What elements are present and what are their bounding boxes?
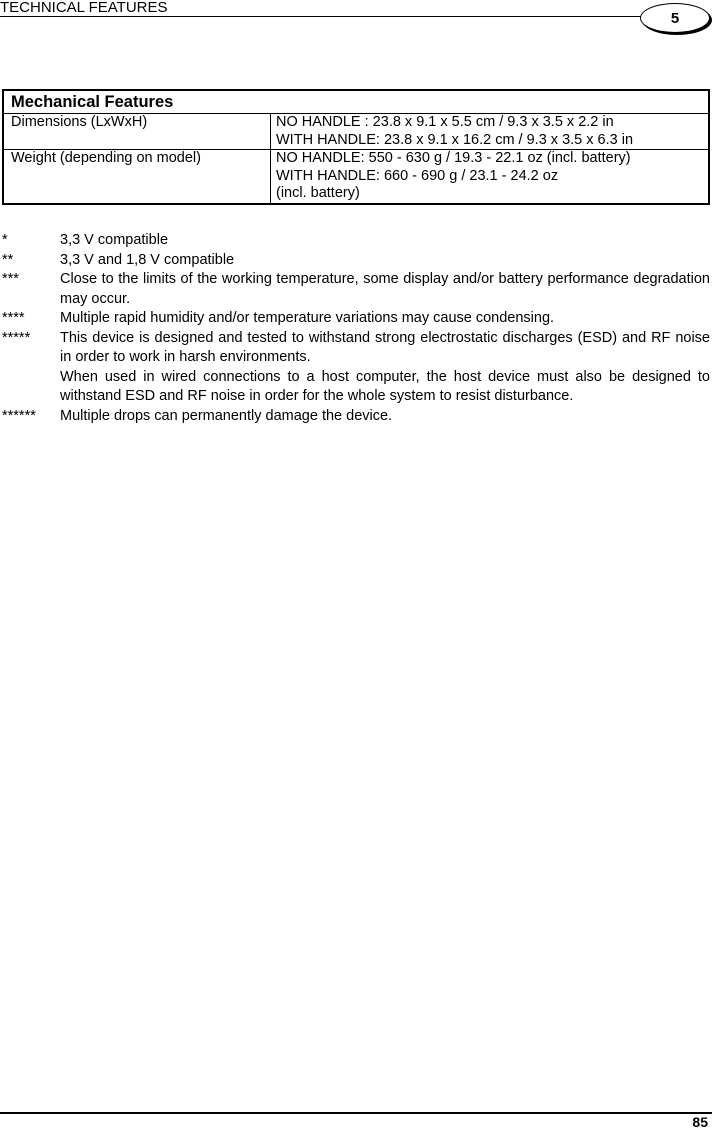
footnote-marker: ****** [2, 407, 36, 424]
value-line: (incl. battery) [276, 185, 360, 201]
header-rule [0, 16, 660, 17]
footnote [2, 270, 710, 309]
row-label: Weight (depending on model) [3, 150, 271, 204]
value-line: WITH HANDLE: 660 - 690 g / 23.1 - 24.2 oz [276, 167, 559, 184]
footnote [2, 251, 710, 271]
footnote-marker: ** [2, 251, 14, 268]
footnote [2, 407, 710, 427]
value-line: WITH HANDLE: 23.8 x 9.1 x 16.2 cm / 9.3 x 3.5 x 6.3 in [276, 131, 634, 148]
row-value [271, 150, 710, 204]
footnote-paragraph: Multiple drops can permanently damage the device. [60, 407, 393, 424]
mechanical-features-table [2, 89, 710, 205]
footnote-paragraph: When used in wired connections to a host computer, the host device must also be designed to withstand ESD and RF noise in order for the whole system to resist disturbance. [60, 368, 710, 404]
footnote-text [60, 231, 710, 251]
row-label: Dimensions (LxWxH) [3, 114, 271, 150]
table-row [3, 150, 709, 204]
footnote-text [60, 309, 710, 329]
footnote-text [60, 270, 710, 309]
footnote-marker: **** [2, 310, 25, 326]
footnote-paragraph: 3,3 V compatible [60, 232, 169, 248]
row-value [271, 114, 710, 150]
footnote-text [60, 329, 710, 407]
footnote-marker: *** [2, 271, 19, 287]
footnote-paragraph: This device is designed and tested to withstand strong electrostatic discharges (ESD) and RF noise in order to work in harsh environments. [60, 329, 710, 365]
footnote-paragraph: Close to the limits of the working temperature, some display and/or battery performance degradation may occur. [60, 271, 710, 307]
section-title: TECHNICAL FEATURES [0, 0, 168, 16]
footnote [2, 329, 710, 407]
value-line: NO HANDLE: 550 - 630 g / 19.3 - 22.1 oz (incl. battery) [276, 150, 631, 166]
footer-rule [0, 1112, 712, 1114]
footnote [2, 231, 710, 251]
footnote-paragraph: 3,3 V and 1,8 V compatible [60, 251, 235, 268]
footnote-paragraph: Multiple rapid humidity and/or temperature variations may cause condensing. [60, 310, 555, 326]
chapter-badge: 5 [640, 3, 710, 33]
table-title: Mechanical Features [3, 90, 709, 114]
footnote [2, 309, 710, 329]
table-title-row [3, 90, 709, 114]
footnote-text [60, 407, 710, 427]
table-row [3, 114, 709, 150]
footnotes [2, 231, 710, 426]
footnote-marker: ***** [2, 329, 31, 346]
footnote-marker: * [2, 232, 8, 248]
footnote-text [60, 251, 710, 271]
page-number: 85 [692, 1114, 708, 1130]
value-line: NO HANDLE : 23.8 x 9.1 x 5.5 cm / 9.3 x 3.5 x 2.2 in [276, 114, 614, 130]
